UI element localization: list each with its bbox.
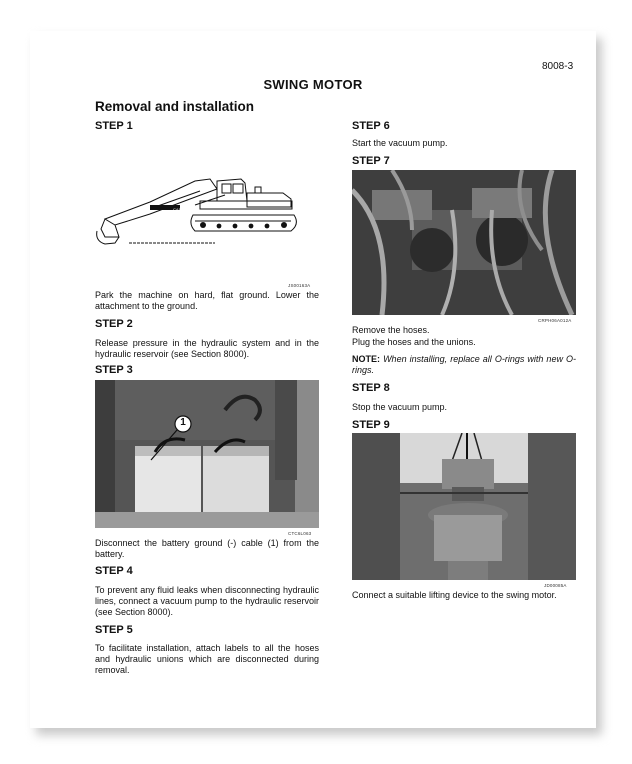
counterweight	[247, 193, 291, 207]
step7-note	[352, 354, 576, 376]
step3-caption: CTC6L063	[288, 531, 312, 536]
step7-text-1: Remove the hoses.	[352, 325, 430, 335]
battery-photo	[95, 380, 319, 528]
step8-label: STEP 8	[352, 382, 390, 394]
step5-text: To facilitate installation, attach labels to all the hoses and hydraulic unions which are disconnected during removal.	[95, 643, 319, 676]
step7-caption: CRPH06A012A	[538, 318, 572, 323]
callout-1: 1	[180, 417, 186, 428]
step4-label: STEP 4	[95, 565, 133, 577]
step1-label: STEP 1	[95, 120, 133, 132]
note-text: When installing, replace all O-rings with new O-rings.	[352, 354, 576, 376]
step3-text: Disconnect the battery ground (-) cable (1) from the battery.	[95, 538, 319, 560]
track	[191, 215, 296, 231]
step7-label: STEP 7	[352, 155, 390, 167]
step7-text-2: Plug the hoses and the unions.	[352, 337, 476, 347]
step3-label: STEP 3	[95, 364, 133, 376]
section-heading: Removal and installation	[95, 99, 255, 114]
step8-text: Stop the vacuum pump.	[352, 402, 448, 412]
step9-label: STEP 9	[352, 419, 390, 431]
step2-text: Release pressure in the hydraulic system and in the hydraulic reservoir (see Section 8000).	[95, 338, 319, 360]
page-number: 8008-3	[542, 61, 574, 72]
swing-motor-photo	[352, 433, 576, 580]
step5-label: STEP 5	[95, 624, 133, 636]
step1-caption: JS00163A	[288, 283, 311, 288]
note-label: NOTE:	[352, 354, 380, 364]
excavator-illustration	[95, 169, 335, 251]
hydraulic-hoses-photo	[352, 170, 576, 315]
step9-text: Connect a suitable lifting device to the swing motor.	[352, 590, 557, 600]
step6-text: Start the vacuum pump.	[352, 138, 448, 148]
step9-caption: JD00085A	[544, 583, 567, 588]
boom-decal: CASE	[173, 207, 184, 212]
step2-label: STEP 2	[95, 318, 133, 330]
step6-label: STEP 6	[352, 120, 390, 132]
step4-text: To prevent any fluid leaks when disconnecting hydraulic lines, connect a vacuum pump to the hydraulic reservoir (see Section 8000).	[95, 585, 319, 618]
page-title: SWING MOTOR	[263, 77, 363, 92]
manual-page	[30, 31, 596, 728]
step1-text: Park the machine on hard, flat ground. Lower the attachment to the ground.	[95, 290, 319, 312]
